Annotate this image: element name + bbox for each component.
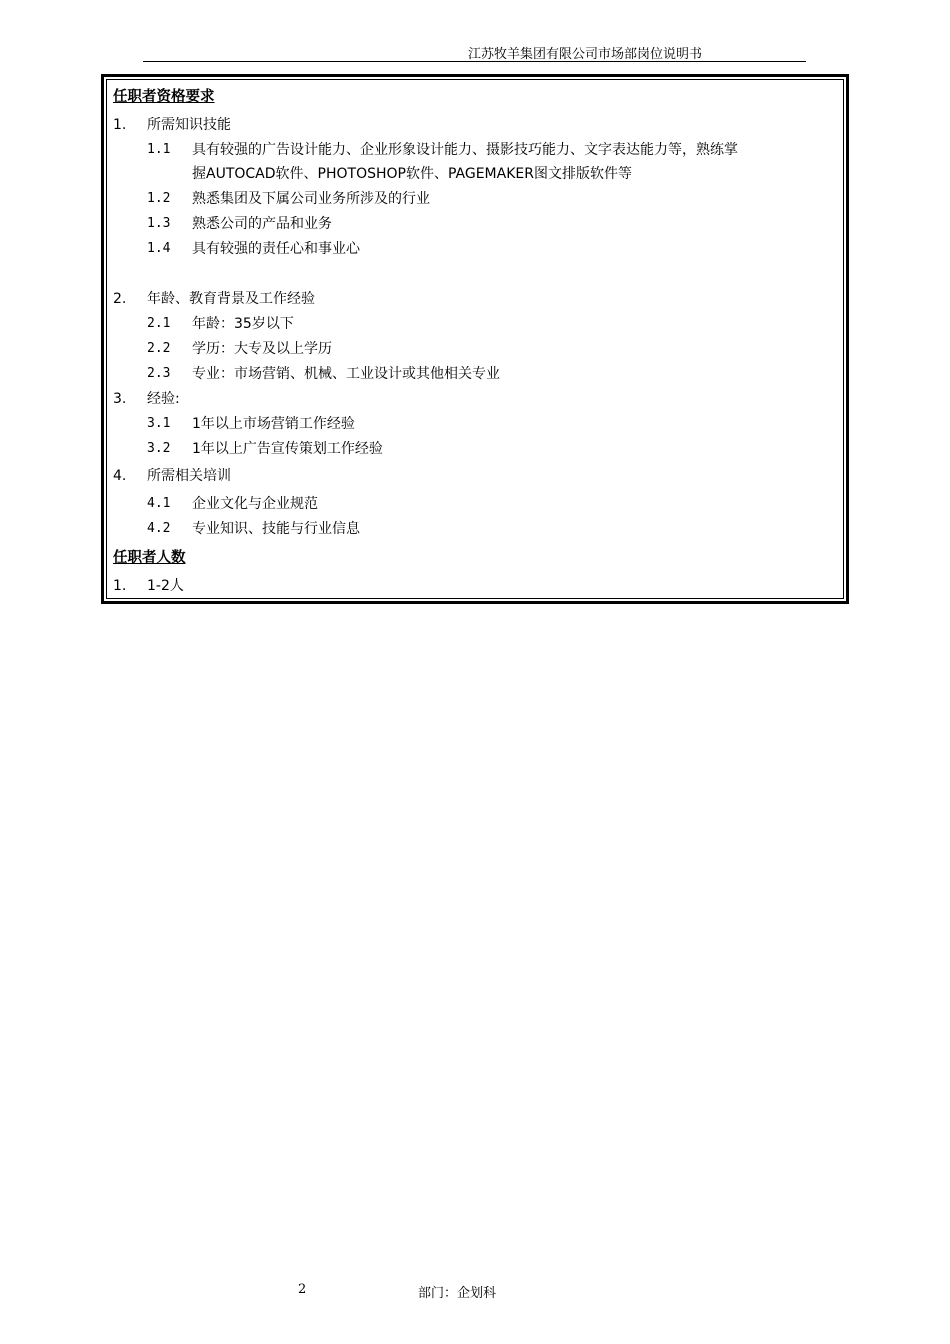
sub-item-number: 2.3 (147, 366, 171, 381)
sub-item-number: 4.1 (147, 496, 171, 511)
sub-item-number: 1.4 (147, 241, 171, 256)
document-header-title: 江苏牧羊集团有限公司市场部岗位说明书 (467, 47, 702, 62)
sub-item-text: 1年以上市场营销工作经验 (192, 416, 355, 432)
item-text: 所需相关培训 (147, 468, 231, 484)
item-text: 所需知识技能 (147, 117, 231, 133)
section-title-qualifications: 任职者资格要求 (113, 89, 215, 105)
item-number: 3. (113, 391, 127, 407)
sub-item-number: 1.2 (147, 191, 171, 206)
item-number: 1. (113, 117, 127, 133)
sub-item-text: 熟悉公司的产品和业务 (192, 216, 332, 232)
sub-item-number: 3.1 (147, 416, 171, 431)
sub-item-text: 1年以上广告宣传策划工作经验 (192, 441, 383, 457)
sub-item-text: 专业：市场营销、机械、工业设计或其他相关专业 (192, 366, 500, 382)
header-rule (143, 61, 806, 62)
sub-item-number: 1.1 (147, 142, 171, 157)
sub-item-text: 熟悉集团及下属公司业务所涉及的行业 (192, 191, 430, 207)
sub-item-number: 1.3 (147, 216, 171, 231)
sub-item-text: 具有较强的责任心和事业心 (192, 241, 360, 257)
sub-item-text: 学历：大专及以上学历 (192, 341, 332, 357)
item-number: 4. (113, 468, 127, 484)
sub-item-text-continued: 握AUTOCAD软件、PHOTOSHOP软件、PAGEMAKER图文排版软件等 (192, 166, 632, 182)
sub-item-number: 3.2 (147, 441, 171, 456)
sub-item-text: 专业知识、技能与行业信息 (192, 521, 360, 537)
sub-item-number: 2.1 (147, 316, 171, 331)
page-number: 2 (298, 1282, 307, 1297)
item-text: 经验: (147, 391, 180, 407)
item-text: 年龄、教育背景及工作经验 (147, 291, 315, 307)
sub-item-number: 4.2 (147, 521, 171, 536)
item-text: 1-2人 (147, 578, 184, 594)
sub-item-number: 2.2 (147, 341, 171, 356)
section-title-headcount: 任职者人数 (113, 550, 186, 566)
item-number: 1. (113, 578, 127, 594)
footer-department: 部门：企划科 (418, 1286, 497, 1301)
sub-item-text: 具有较强的广告设计能力、企业形象设计能力、摄影技巧能力、文字表达能力等，熟练掌 (192, 142, 738, 158)
sub-item-text: 年龄：35岁以下 (192, 316, 294, 332)
sub-item-text: 企业文化与企业规范 (192, 496, 318, 512)
item-number: 2. (113, 291, 127, 307)
